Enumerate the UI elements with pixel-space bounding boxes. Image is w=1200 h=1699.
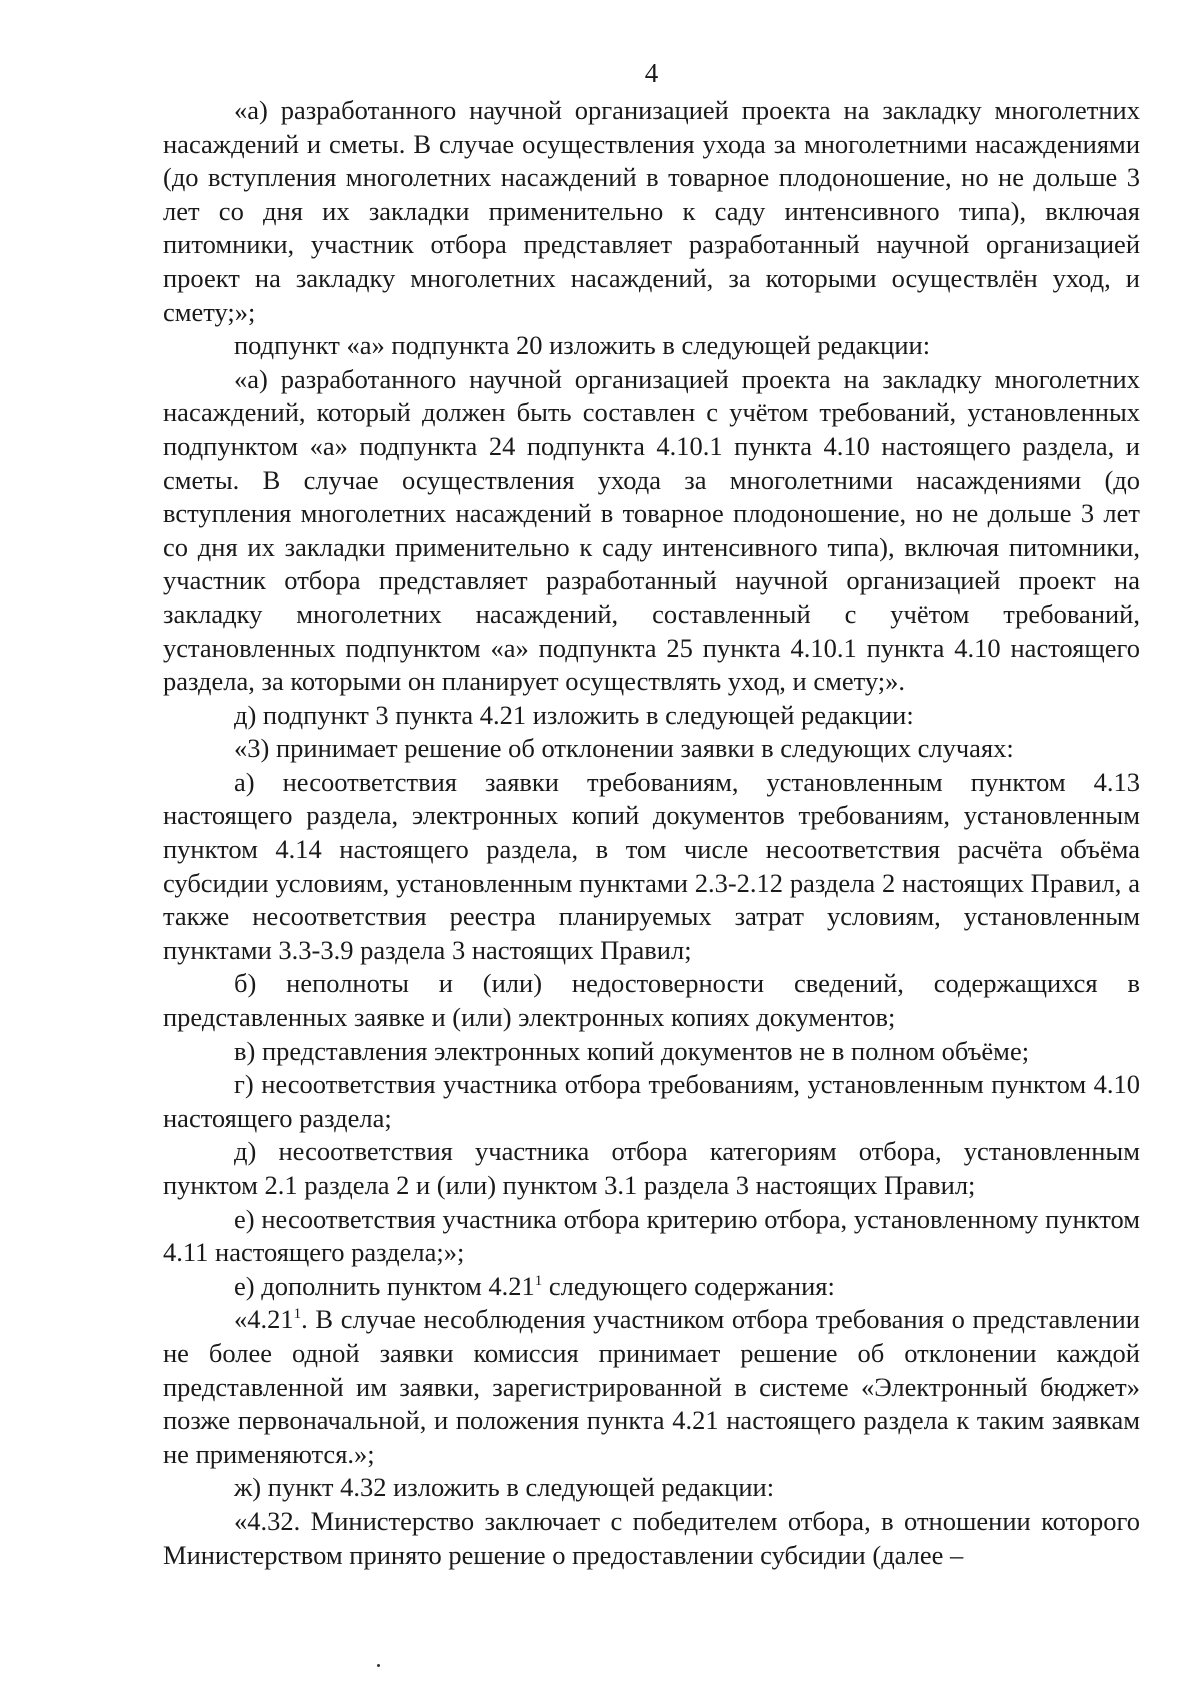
scan-dot xyxy=(377,1664,380,1667)
paragraph: «4.32. Министерство заключает с победителем отбора, в отношении которого Министерством принято решение о предоставлении субсидии (далее – xyxy=(163,1505,1140,1570)
paragraph: б) неполноты и (или) недостоверности сведений, содержащихся в представленных заявке и (или) электронных копиях документов; xyxy=(163,968,1140,1033)
paragraph: «а) разработанного научной организацией проекта на закладку многолетних насаждений, который должен быть составлен с учётом требований, установленных подпунктом «а» подпункта 24 подпункта 4.10.1 пункта 4.10 настоящего раздела, и сметы. В случае осуществления ухода за многолетними насаждениями (до вступления многолетних насаждений в товарное плодоношение, но не дольше 3 лет со дня их закладки применительно к саду интенсивного типа), включая питомники, участник отбора представляет разработанный научной организацией проект на закладку многолетних насаждений, составленный с учётом требований, установленных подпунктом «а» подпункта 25 пункта 4.10.1 пункта 4.10 настоящего раздела, за которыми он планирует осуществлять уход, и смету;». xyxy=(163,363,1140,697)
superscript: 1 xyxy=(534,1272,543,1289)
paragraph: д) подпункт 3 пункта 4.21 изложить в следующей редакции: xyxy=(234,699,914,730)
document-page xyxy=(163,58,1140,1572)
paragraph: д) несоответствия участника отбора категориям отбора, установленным пунктом 2.1 раздела 2 и (или) пунктом 3.1 раздела 3 настоящих Правил; xyxy=(163,1136,1140,1200)
paragraph xyxy=(163,1303,1140,1471)
paragraph: подпункт «а» подпункта 20 изложить в следующей редакции: xyxy=(234,330,931,361)
paragraph: ж) пункт 4.32 изложить в следующей редакции: xyxy=(234,1472,775,1503)
superscript: 1 xyxy=(293,1306,302,1323)
paragraph-text: следующего содержания: xyxy=(542,1270,835,1301)
paragraph: «а) разработанного научной организацией проекта на закладку многолетних насаждений и сметы. В случае осуществления ухода за многолетними насаждениями (до вступления многолетних насаждений в товарное плодоношение, но не дольше 3 лет со дня их закладки применительно к саду интенсивного типа), включая питомники, участник отбора представляет разработанный научной организацией проект на закладку многолетних насаждений, за которыми осуществлён уход, и смету;»; xyxy=(163,95,1140,327)
paragraph: г) несоответствия участника отбора требованиям, установленным пунктом 4.10 настоящего раздела; xyxy=(163,1069,1140,1133)
paragraph-text: е) дополнить пунктом 4.21 xyxy=(234,1270,535,1301)
paragraph xyxy=(163,1270,1140,1304)
paragraph: е) несоответствия участника отбора критерию отбора, установленному пунктом 4.11 настоящего раздела;»; xyxy=(163,1203,1140,1268)
paragraph: в) представления электронных копий документов не в полном объёме; xyxy=(234,1035,1030,1066)
paragraph-text: . В случае несоблюдения участником отбора требования о представлении не более одной заявки комиссия принимает решение об отклонении каждой представленной им заявки, зарегистрированной в системе «Электронный бюджет» позже первоначальной, и положения пункта 4.21 настоящего раздела к таким заявкам не применяются.»; xyxy=(163,1304,1140,1469)
paragraph: а) несоответствия заявки требованиям, установленным пунктом 4.13 настоящего раздела, электронных копий документов требованиям, установленным пунктом 4.14 настоящего раздела, в том числе несоответствия расчёта объёма субсидии условиям, установленным пунктами 2.3-2.12 раздела 2 настоящих Правил, а также несоответствия реестра планируемых затрат условиям, установленным пунктами 3.3-3.9 раздела 3 настоящих Правил; xyxy=(163,766,1140,965)
paragraph-text: «4.21 xyxy=(234,1304,294,1335)
page-number: 4 xyxy=(644,58,659,88)
paragraph: «3) принимает решение об отклонении заявки в следующих случаях: xyxy=(234,733,1014,764)
